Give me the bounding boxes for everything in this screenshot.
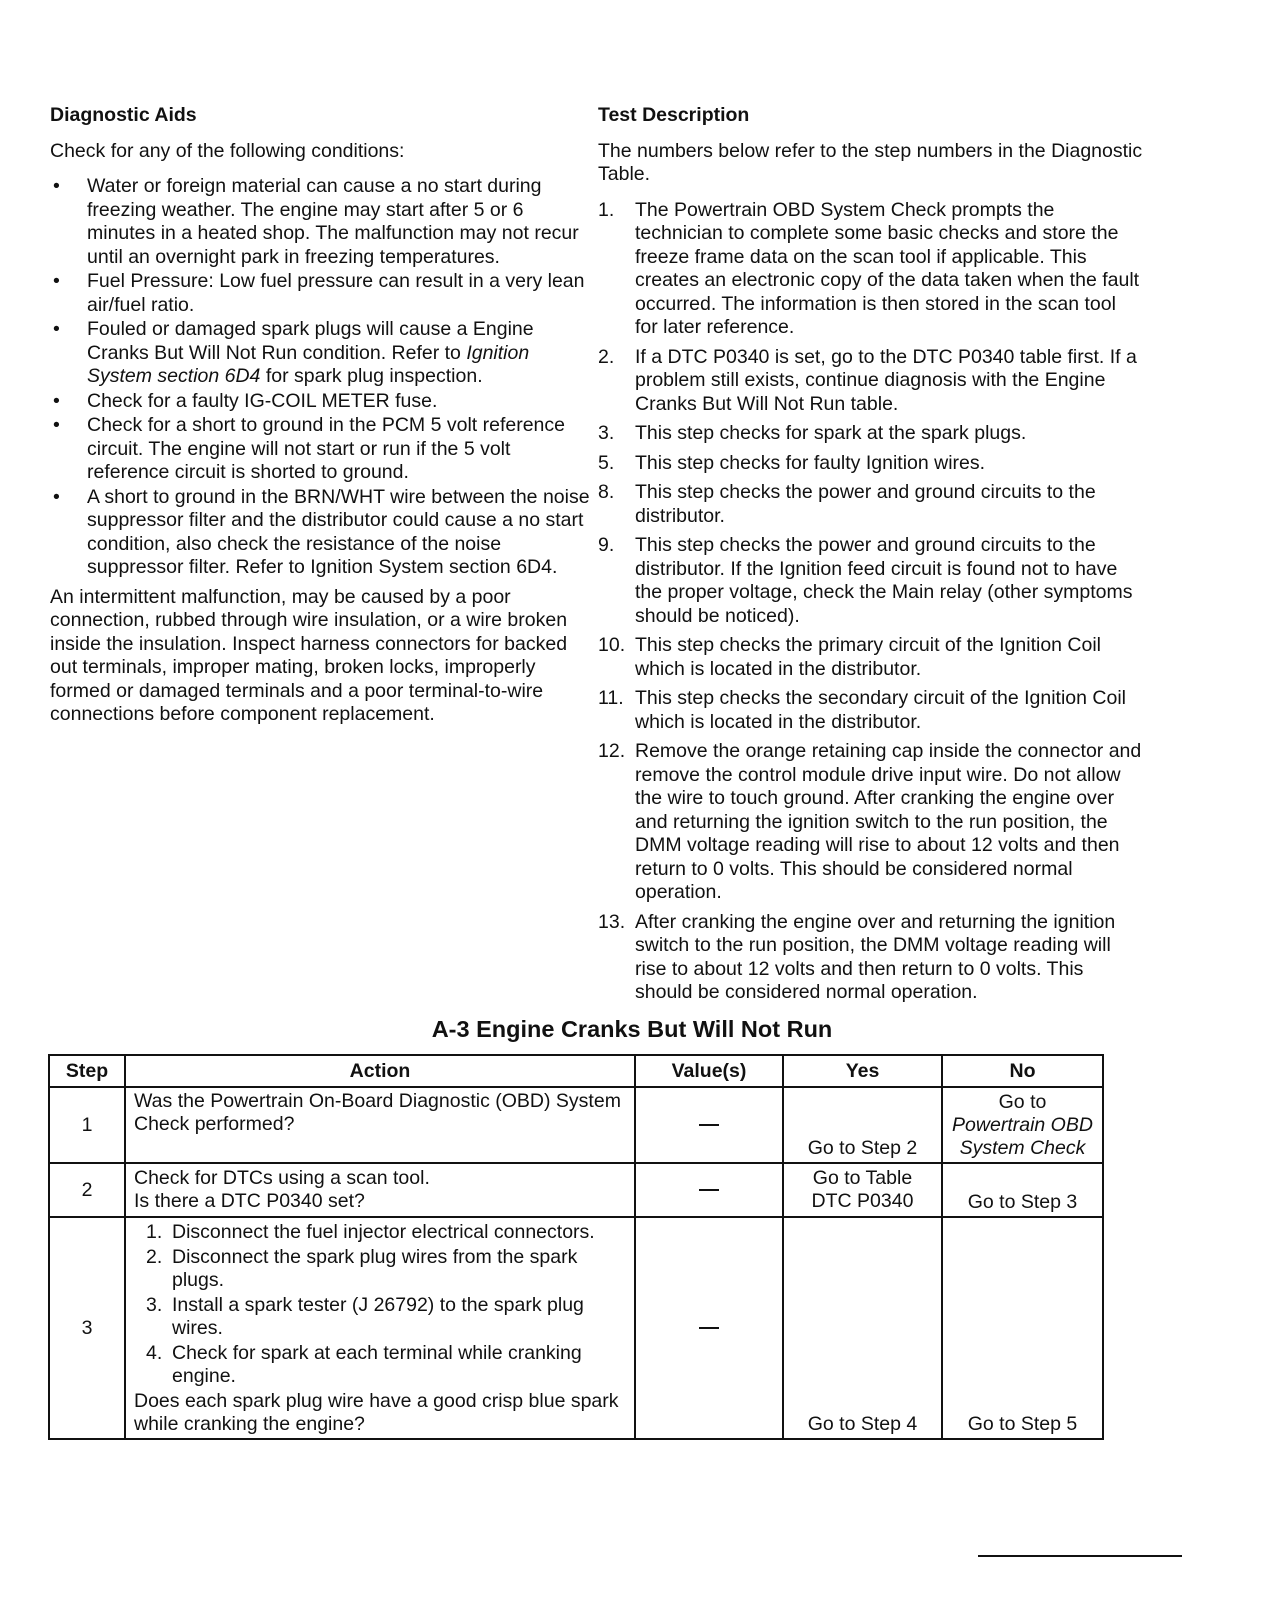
action-cell: Check for DTCs using a scan tool. Is there a DTC P0340 set?: [125, 1163, 635, 1217]
bullet-icon: •: [53, 414, 60, 436]
bullet-icon: •: [53, 175, 60, 197]
yes-cell: Go to Step 4: [783, 1217, 942, 1439]
bullet-icon: •: [53, 389, 60, 412]
list-item: 13. After cranking the engine over and returning the ignition switch to the run position, the DMM voltage reading will rise to about 12 volts and then return to 0 volts. This should be considered normal operation.: [598, 910, 1116, 1003]
dash-icon: [699, 1124, 719, 1126]
substeps-list: [134, 1221, 626, 1388]
bullet-icon: •: [53, 318, 60, 340]
list-item: 8. This step checks the power and ground circuits to the distributor.: [598, 481, 1096, 527]
list-item: • A short to ground in the BRN/WHT wire between the noise suppressor filter and the distributor could cause a no start condition, also check the resistance of the noise suppressor filter. Refer to Ignition System section 6D4.: [53, 485, 590, 578]
table-row: [49, 1087, 1103, 1163]
list-item: 9. This step checks the power and ground circuits to the distributor. If the Ignition feed circuit is found not to have the proper voltage, check the Main relay (other symptoms should be noticed).: [598, 534, 1133, 627]
list-item: • Check for a faulty IG-COIL METER fuse.: [53, 389, 438, 412]
no-cell: Go to Powertrain OBD System Check: [942, 1087, 1103, 1163]
table-row: [49, 1163, 1103, 1217]
table-header-row: [49, 1055, 1103, 1087]
diagnostic-aids-heading: Diagnostic Aids: [50, 104, 197, 126]
table-title: A-3 Engine Cranks But Will Not Run: [431, 1016, 833, 1042]
list-item: 1. Disconnect the fuel injector electrical connectors.: [146, 1220, 595, 1243]
step-number: 3: [49, 1217, 125, 1439]
yes-cell: Go to Step 2: [783, 1087, 942, 1163]
list-item: 1. The Powertrain OBD System Check prompts the technician to complete some basic checks and store the freeze frame data on the scan tool if applicable. This creates an electronic copy of the data taken when the fault occurred. The information is then stored in the scan tool for later reference.: [598, 198, 1140, 338]
list-item: • Fouled or damaged spark plugs will cause a Engine Cranks But Will Not Run condition. Refer to Ignition System section 6D4 for spark plug inspection.: [53, 318, 534, 387]
table-row: [49, 1217, 1103, 1439]
diagnostic-aids-section: [50, 104, 590, 727]
dash-icon: [699, 1327, 719, 1329]
intermittent-malfunction-paragraph: An intermittent malfunction, may be caused by a poor connection, rubbed through wire insulation, or a wire broken inside the insulation. Inspect harness connectors for backed out terminals, improper mating, broken locks, improperly formed or damaged terminals and a poor terminal-to-wire connections before component replacement.: [50, 585, 568, 725]
yes-column-header: Yes: [783, 1055, 942, 1087]
list-item: 2. If a DTC P0340 is set, go to the DTC P0340 table first. If a problem still exists, continue diagnosis with the Engine Cranks But Will Not Run table.: [598, 345, 1137, 415]
list-item: • Fuel Pressure: Low fuel pressure can result in a very lean air/fuel ratio.: [53, 270, 585, 316]
value-cell: [635, 1217, 783, 1439]
step-descriptions-list: [598, 199, 1143, 1005]
step-number: 2: [49, 1163, 125, 1217]
list-item: 2. Disconnect the spark plug wires from the spark plugs.: [146, 1245, 578, 1291]
list-item: 5. This step checks for faulty Ignition wires.: [598, 451, 986, 474]
list-item: • Check for a short to ground in the PCM 5 volt reference circuit. The engine will not start or run if the 5 volt reference circuit is shorted to ground.: [53, 414, 565, 483]
spark-question: Does each spark plug wire have a good crisp blue spark while cranking the engine?: [134, 1389, 619, 1435]
values-column-header: Value(s): [635, 1055, 783, 1087]
test-description-heading: Test Description: [598, 104, 750, 126]
step-number: 1: [49, 1087, 125, 1163]
list-item: 3. This step checks for spark at the spark plugs.: [598, 422, 1027, 444]
list-item: 10. This step checks the primary circuit of the Ignition Coil which is located in the distributor.: [598, 634, 1102, 680]
test-description-section: [598, 104, 1143, 1011]
action-cell: [125, 1217, 635, 1439]
diagnostic-table: [48, 1054, 1104, 1440]
list-item: 4. Check for spark at each terminal while cranking engine.: [146, 1341, 582, 1387]
value-cell: [635, 1163, 783, 1217]
conditions-list: [50, 175, 590, 580]
list-item: 12. Remove the orange retaining cap inside the connector and remove the control module drive input wire. Do not allow the wire to touch ground. After cranking the engine over and returning the ignition switch to the run position, the DMM voltage reading will rise to about 12 volts and then return to 0 volts. This should be considered normal operation.: [598, 740, 1142, 903]
action-cell: Was the Powertrain On-Board Diagnostic (OBD) System Check performed?: [125, 1087, 635, 1163]
diagnostic-aids-intro: Check for any of the following conditions:: [50, 139, 405, 162]
list-item: 11. This step checks the secondary circuit of the Ignition Coil which is located in the distributor.: [598, 687, 1126, 733]
no-cell: Go to Step 3: [942, 1163, 1103, 1217]
value-cell: [635, 1087, 783, 1163]
ignition-system-reference: Ignition System section 6D4: [87, 341, 530, 387]
action-column-header: Action: [125, 1055, 635, 1087]
test-description-intro: The numbers below refer to the step numbers in the Diagnostic Table.: [598, 139, 1143, 185]
footer-rule: [978, 1555, 1182, 1557]
dash-icon: [699, 1189, 719, 1191]
no-column-header: No: [942, 1055, 1103, 1087]
step-column-header: Step: [49, 1055, 125, 1087]
list-item: 3. Install a spark tester (J 26792) to the spark plug wires.: [146, 1293, 584, 1339]
no-cell: Go to Step 5: [942, 1217, 1103, 1439]
list-item: • Water or foreign material can cause a no start during freezing weather. The engine may start after 5 or 6 minutes in a heated shop. The malfunction may not recur until an overnight park in freezing temperatures.: [53, 175, 579, 268]
bullet-icon: •: [53, 270, 60, 292]
bullet-icon: •: [53, 485, 60, 508]
yes-cell: Go to Table DTC P0340: [783, 1163, 942, 1217]
powertrain-obd-reference: Powertrain OBD System Check: [952, 1113, 1093, 1159]
